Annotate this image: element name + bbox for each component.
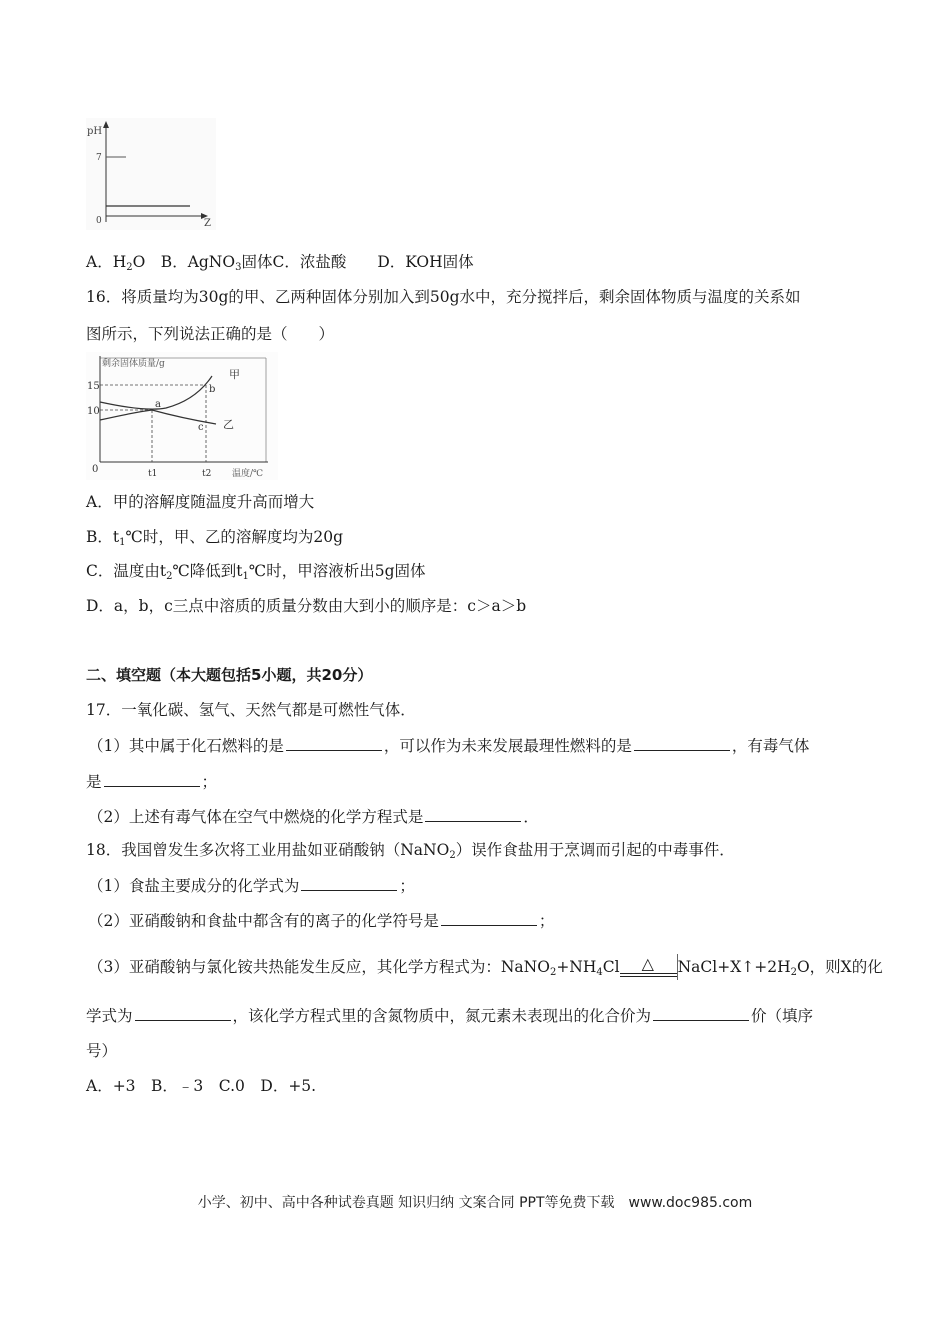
ph-x-axis-label: Z <box>204 218 211 229</box>
answer-blank[interactable] <box>634 734 730 751</box>
q17-part1-cont: 是 ； <box>86 770 217 792</box>
answer-blank[interactable] <box>286 734 382 751</box>
q17-part2: （2）上述有毒气体在空气中燃烧的化学方程式是 ． <box>88 805 539 827</box>
answer-blank[interactable] <box>653 1004 749 1021</box>
solubility-y-label: 剩余固体质量/g <box>102 359 165 369</box>
ph-graph-figure <box>86 118 216 230</box>
ph-tick-7: 7 <box>96 153 102 163</box>
tick-t1: t1 <box>148 469 158 479</box>
point-a: a <box>155 399 161 410</box>
q16-stem-line1: 16．将质量均为30g的甲、乙两种固体分别加入到50g水中，充分搅拌后，剩余固体物质与温度的关系如 <box>86 288 801 306</box>
q16-option-c: C．温度由$t_2℃$降低到$t_1℃$时，甲溶液析出5g固体 <box>86 562 426 582</box>
q18-part1: （1）食盐主要成分的化学式为 ； <box>88 874 415 896</box>
solubility-graph-figure <box>86 352 278 480</box>
answer-blank[interactable] <box>301 874 397 891</box>
answer-blank[interactable] <box>104 770 200 787</box>
q18-stem: 18．我国曾发生多次将工业用盐如亚硝酸钠（NaNO$_2$）误作食盐用于烹调而引起的中毒事件． <box>86 841 735 861</box>
page-footer: 小学、初中、高中各种试卷真题 知识归纳 文案合同 PPT等免费下载 www.doc985.com <box>197 1195 753 1211</box>
q15-options: A．$H_2O$ B．AgNO$_3$固体C．浓盐酸 D．KOH固体 <box>86 253 474 273</box>
tick-15: 15 <box>87 381 100 392</box>
solubility-x-label: 温度/℃ <box>232 469 264 479</box>
q18-part2: （2）亚硝酸钠和食盐中都含有的离子的化学符号是 ； <box>88 909 554 931</box>
point-c: c <box>198 422 204 433</box>
q16-option-b: B．$t_1℃$时，甲、乙的溶解度均为20g <box>86 528 343 548</box>
answer-blank[interactable] <box>441 909 537 926</box>
curve-label-yi: 乙 <box>223 418 234 431</box>
heating-condition-sign <box>620 954 678 978</box>
q18-part3-end: 号） <box>86 1042 118 1060</box>
tick-10: 10 <box>87 406 100 417</box>
q18-options: A．+3 B．﹣3 C.0 D．+5. <box>86 1077 317 1095</box>
answer-blank[interactable] <box>425 805 521 822</box>
q18-part3-cont: 学式为 ，该化学方程式里的含氮物质中，氮元素未表现出的化合价为 价（填序 <box>86 1004 813 1026</box>
q16-option-a: A．甲的溶解度随温度升高而增大 <box>86 493 315 511</box>
triangle-icon: △ <box>641 954 654 973</box>
ph-axis-label: pH <box>87 126 103 137</box>
q17-part1: （1）其中属于化石燃料的是 ，可以作为未来发展最理性燃料的是 ，有毒气体 <box>88 734 809 756</box>
curve-label-jia: 甲 <box>229 368 240 381</box>
point-b: b <box>209 384 216 395</box>
q17-stem: 17．一氧化碳、氢气、天然气都是可燃性气体． <box>86 701 416 719</box>
q16-stem-line2: 图所示，下列说法正确的是（ ） <box>86 325 335 343</box>
ph-origin: 0 <box>96 216 102 226</box>
q18-part3: （3）亚硝酸钠与氯化铵共热能发生反应，其化学方程式为：$NaNO_2+NH_4Cl$ △ $NaCl+X↑+2H_2O$，则X的化 <box>88 954 883 978</box>
section-two-title: 二、填空题（本大题包括5小题，共20分） <box>86 666 373 684</box>
answer-blank[interactable] <box>135 1004 231 1021</box>
solubility-origin: 0 <box>92 464 99 475</box>
q16-option-d: D．a，b，c三点中溶质的质量分数由大到小的顺序是：c＞a＞b <box>86 597 527 615</box>
tick-t2: t2 <box>202 469 212 479</box>
